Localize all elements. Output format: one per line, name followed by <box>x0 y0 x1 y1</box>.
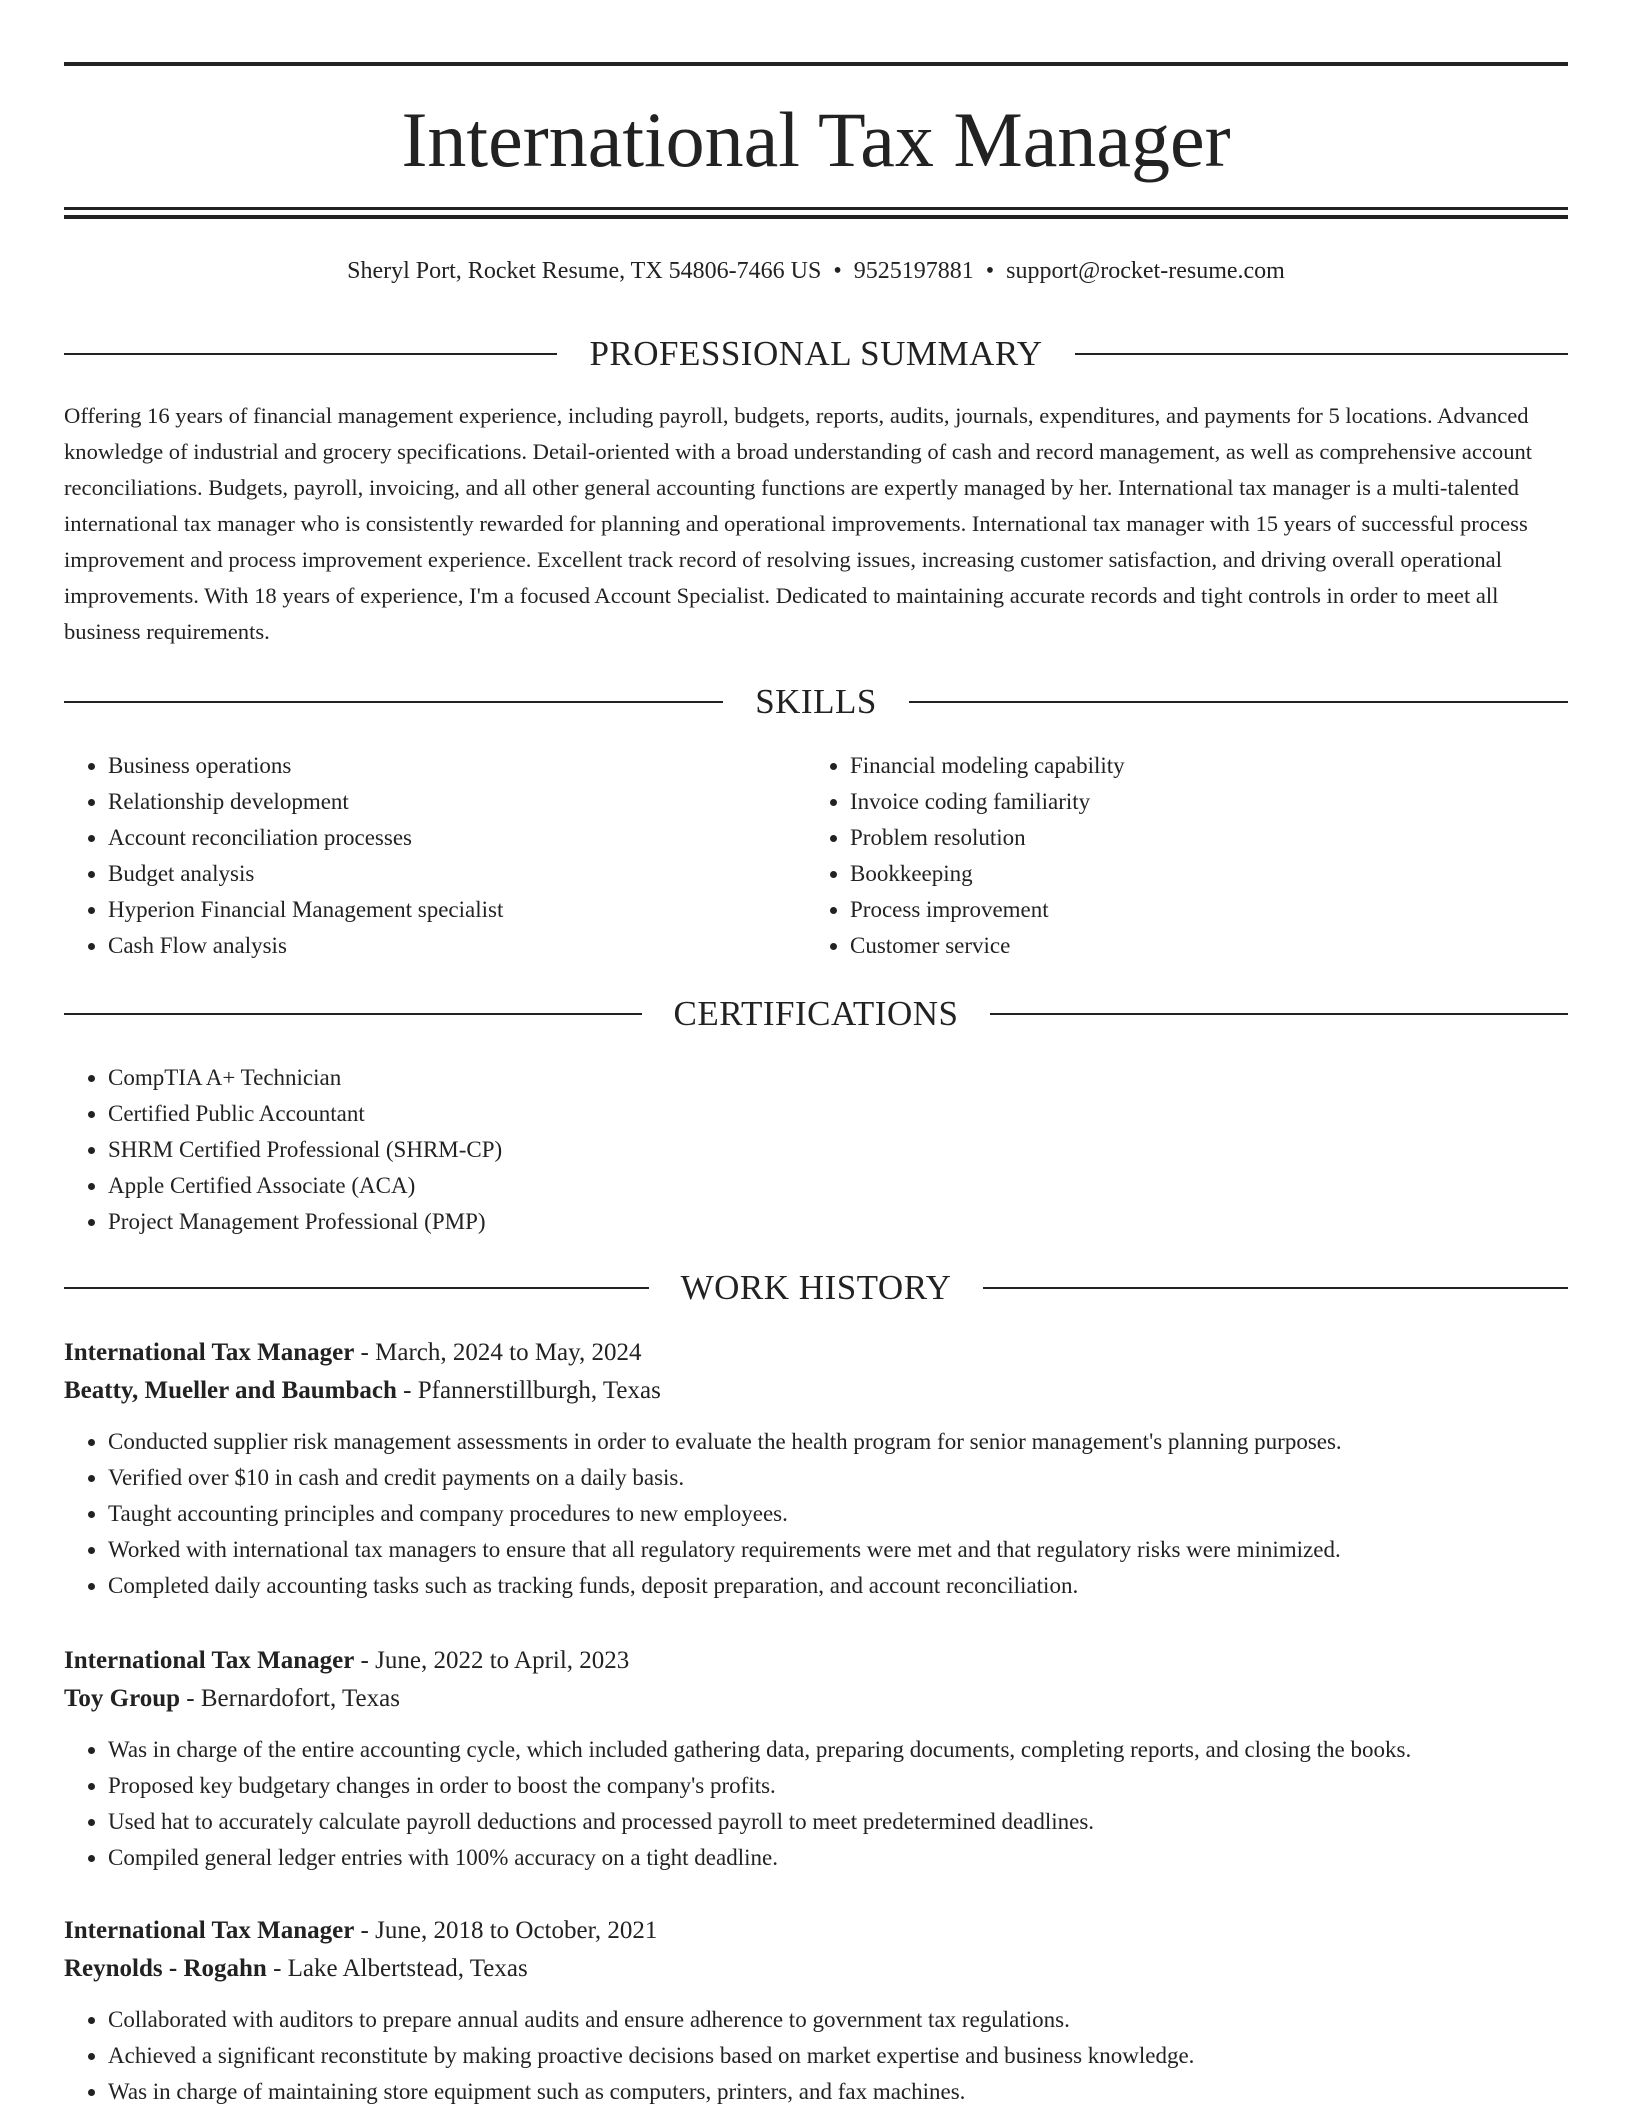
summary-text: Offering 16 years of financial management experience, including payroll, budgets, reports, audits, journals, expenditures, and payments for 5 locations. Advanced knowledge of industrial and grocery specifications. Detail-oriented with a broad understanding of cash and record management, as well as comprehensive account reconciliations. Budgets, payroll, invoicing, and all other general accounting functions are expertly managed by her. International tax manager is a multi-talented international tax manager who is consistently rewarded for planning and operational improvements. International tax manager with 15 years of successful process improvement and process improvement experience. Excellent track record of resolving issues, increasing customer satisfaction, and driving overall operational improvements. With 18 years of experience, I'm a focused Account Specialist. Dedicated to maintaining accurate records and tight controls in order to meet all business requirements. <box>64 403 1533 644</box>
certifications-heading-label: CERTIFICATIONS <box>673 994 959 1033</box>
skill-item: • Bookkeeping <box>850 856 1566 892</box>
job-bullet: • Was in charge of maintaining store equipment such as computers, printers, and fax machines. <box>108 2074 1568 2110</box>
certifications-list <box>64 1060 1568 1240</box>
job-bullets <box>64 2002 1568 2110</box>
skill-item: • Cash Flow analysis <box>108 928 804 964</box>
contact-separator: • <box>833 258 842 284</box>
top-rule <box>64 62 1568 66</box>
job-title-line <box>64 1912 1568 1950</box>
job-dates: - March, 2024 to May, 2024 <box>354 1339 642 1366</box>
job-dates: - June, 2022 to April, 2023 <box>354 1647 630 1674</box>
skill-item: • Financial modeling capability <box>850 748 1566 784</box>
job-company: Toy Group <box>64 1685 181 1712</box>
contact-separator: • <box>985 258 995 284</box>
heading-rule-right <box>983 1287 1568 1289</box>
job-bullets <box>64 1732 1568 1876</box>
certifications-heading <box>64 992 1568 1036</box>
job-title: International Tax Manager <box>64 1647 355 1674</box>
job-entry <box>64 1912 1568 2110</box>
job-title: International Tax Manager <box>64 1339 355 1366</box>
job-company-line <box>64 1950 1568 1988</box>
certification-item: • Certified Public Accountant <box>108 1096 1568 1132</box>
job-bullet: • Completed daily accounting tasks such as tracking funds, deposit preparation, and account reconciliation. <box>108 1568 1568 1604</box>
title-rule-upper <box>64 207 1568 210</box>
heading-rule-left <box>64 1013 642 1015</box>
skills-heading <box>64 680 1568 724</box>
job-bullet: • Conducted supplier risk management assessments in order to evaluate the health program for senior management's planning purposes. <box>108 1424 1568 1460</box>
skill-item: • Problem resolution <box>850 820 1566 856</box>
job-company: Reynolds - Rogahn <box>64 1955 267 1982</box>
job-bullet: • Collaborated with auditors to prepare annual audits and ensure adherence to government tax regulations. <box>108 2002 1568 2038</box>
job-bullet: • Worked with international tax managers to ensure that all regulatory requirements were met and that regulatory risks were minimized. <box>108 1532 1568 1568</box>
resume-title: International Tax Manager <box>401 96 1231 183</box>
skill-item: • Relationship development <box>108 784 804 820</box>
skill-item: • Customer service <box>850 928 1566 964</box>
summary-heading <box>64 332 1568 376</box>
heading-rule-left <box>64 1287 649 1289</box>
certification-item: • Apple Certified Associate (ACA) <box>108 1168 1568 1204</box>
certifications-list-wrap <box>64 1060 1568 1240</box>
work-history-heading-label: WORK HISTORY <box>680 1268 952 1307</box>
skill-item: • Budget analysis <box>108 856 804 892</box>
job-company: Beatty, Mueller and Baumbach <box>64 1377 397 1404</box>
title-rule-lower <box>64 215 1568 219</box>
skill-item: • Hyperion Financial Management specialist <box>108 892 804 928</box>
job-bullet: • Achieved a significant reconstitute by making proactive decisions based on market expertise and business knowledge. <box>108 2038 1568 2074</box>
job-company-line <box>64 1372 1568 1410</box>
skills-heading-label: SKILLS <box>755 682 877 721</box>
skill-item: • Business operations <box>108 748 804 784</box>
skill-item: • Account reconciliation processes <box>108 820 804 856</box>
job-bullet: • Proposed key budgetary changes in order to boost the company's profits. <box>108 1768 1568 1804</box>
job-title-line <box>64 1642 1568 1680</box>
job-bullet: • Compiled general ledger entries with 100% accuracy on a tight deadline. <box>108 1840 1568 1876</box>
work-history-heading <box>64 1266 1568 1310</box>
job-location: - Pfannerstillburgh, Texas <box>396 1377 661 1404</box>
skills-right-column <box>806 748 1566 964</box>
skills-right-list <box>806 748 1566 964</box>
job-bullet: • Used hat to accurately calculate payroll deductions and processed payroll to meet predetermined deadlines. <box>108 1804 1568 1840</box>
contact-phone: 9525197881 <box>853 258 974 284</box>
job-bullets <box>64 1424 1568 1604</box>
job-company-line <box>64 1680 1568 1718</box>
heading-rule-left <box>64 701 723 703</box>
heading-rule-right <box>990 1013 1568 1015</box>
job-entry <box>64 1334 1568 1604</box>
job-bullet: • Was in charge of the entire accounting cycle, which included gathering data, preparing documents, completing reports, and closing the books. <box>108 1732 1568 1768</box>
skills-left-column <box>64 748 804 964</box>
contact-line <box>64 254 1568 288</box>
job-bullet: • Taught accounting principles and company procedures to new employees. <box>108 1496 1568 1532</box>
job-title: International Tax Manager <box>64 1917 355 1944</box>
job-location: - Bernardofort, Texas <box>180 1685 400 1712</box>
skill-item: • Invoice coding familiarity <box>850 784 1566 820</box>
job-location: - Lake Albertstead, Texas <box>266 1955 528 1982</box>
certification-item: • Project Management Professional (PMP) <box>108 1204 1568 1240</box>
certification-item: • CompTIA A+ Technician <box>108 1060 1568 1096</box>
job-dates: - June, 2018 to October, 2021 <box>354 1917 658 1944</box>
skills-left-list <box>64 748 804 964</box>
skill-item: • Process improvement <box>850 892 1566 928</box>
certification-item: • SHRM Certified Professional (SHRM-CP) <box>108 1132 1568 1168</box>
job-entry <box>64 1642 1568 1876</box>
heading-rule-right <box>1075 353 1568 355</box>
heading-rule-right <box>909 701 1568 703</box>
summary-heading-label: PROFESSIONAL SUMMARY <box>589 334 1043 373</box>
contact-email: support@rocket-resume.com <box>1006 258 1285 284</box>
job-title-line <box>64 1334 1568 1372</box>
job-bullet: • Verified over $10 in cash and credit payments on a daily basis. <box>108 1460 1568 1496</box>
heading-rule-left <box>64 353 557 355</box>
contact-address: Sheryl Port, Rocket Resume, TX 54806-7466 US <box>347 258 822 284</box>
